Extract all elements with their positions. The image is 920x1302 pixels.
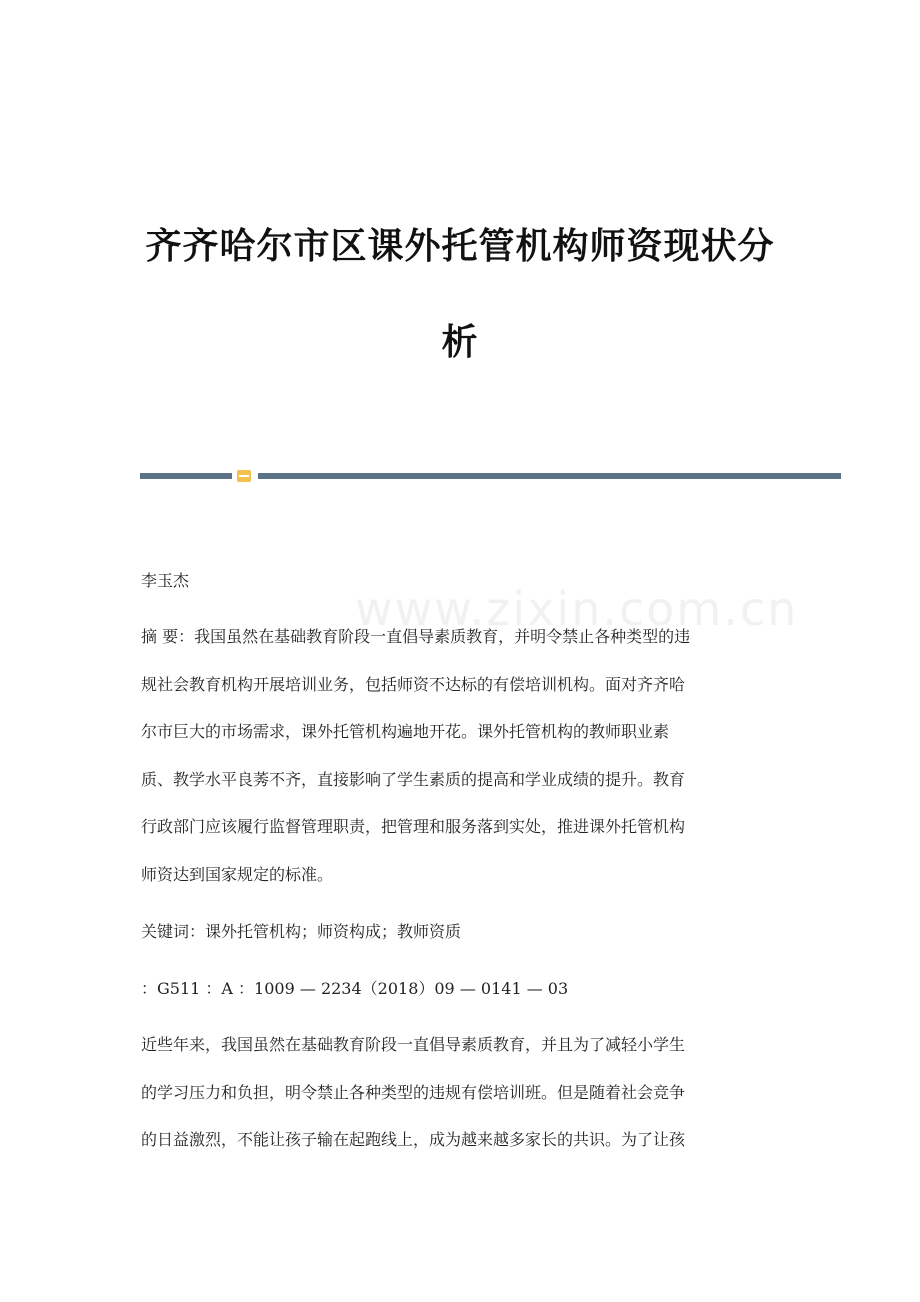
body-line: 的日益激烈，不能让孩子输在起跑线上，成为越来越多家长的共识。为了让孩 <box>141 1130 686 1149</box>
abstract-line: 行政部门应该履行监督管理职责，把管理和服务落到实处，推进课外托管机构 <box>141 817 686 836</box>
divider-bar-right <box>258 473 841 479</box>
watermark: www.zixin.com.cn <box>355 582 799 636</box>
abstract-line: 师资达到国家规定的标准。 <box>141 865 334 884</box>
abstract-line: 尔市巨大的市场需求，课外托管机构遍地开花。课外托管机构的教师职业素 <box>141 722 670 741</box>
author-name: 李玉杰 <box>141 571 190 590</box>
document-title-line-2: 析 <box>441 322 479 363</box>
abstract-line: 摘 要：我国虽然在基础教育阶段一直倡导素质教育，并明令禁止各种类型的违 <box>141 627 691 646</box>
abstract-line: 质、教学水平良莠不齐，直接影响了学生素质的提高和学业成绩的提升。教育 <box>141 770 686 789</box>
divider-bar-left <box>140 473 232 479</box>
envelope-icon <box>237 470 251 482</box>
title-divider <box>140 470 841 482</box>
keywords-line: 关键词：课外托管机构；师资构成；教师资质 <box>141 922 462 941</box>
document-title-line-1: 齐齐哈尔市区课外托管机构师资现状分 <box>145 226 775 267</box>
body-line: 的学习压力和负担，明令禁止各种类型的违规有偿培训班。但是随着社会竞争 <box>141 1083 686 1102</box>
abstract-line: 规社会教育机构开展培训业务，包括师资不达标的有偿培训机构。面对齐齐哈 <box>141 675 686 694</box>
body-line: 近些年来，我国虽然在基础教育阶段一直倡导素质教育，并且为了减轻小学生 <box>141 1035 686 1054</box>
classification-line: ：G511 ：A ：1009 — 2234（2018）09 — 0141 — 03 <box>141 979 569 998</box>
